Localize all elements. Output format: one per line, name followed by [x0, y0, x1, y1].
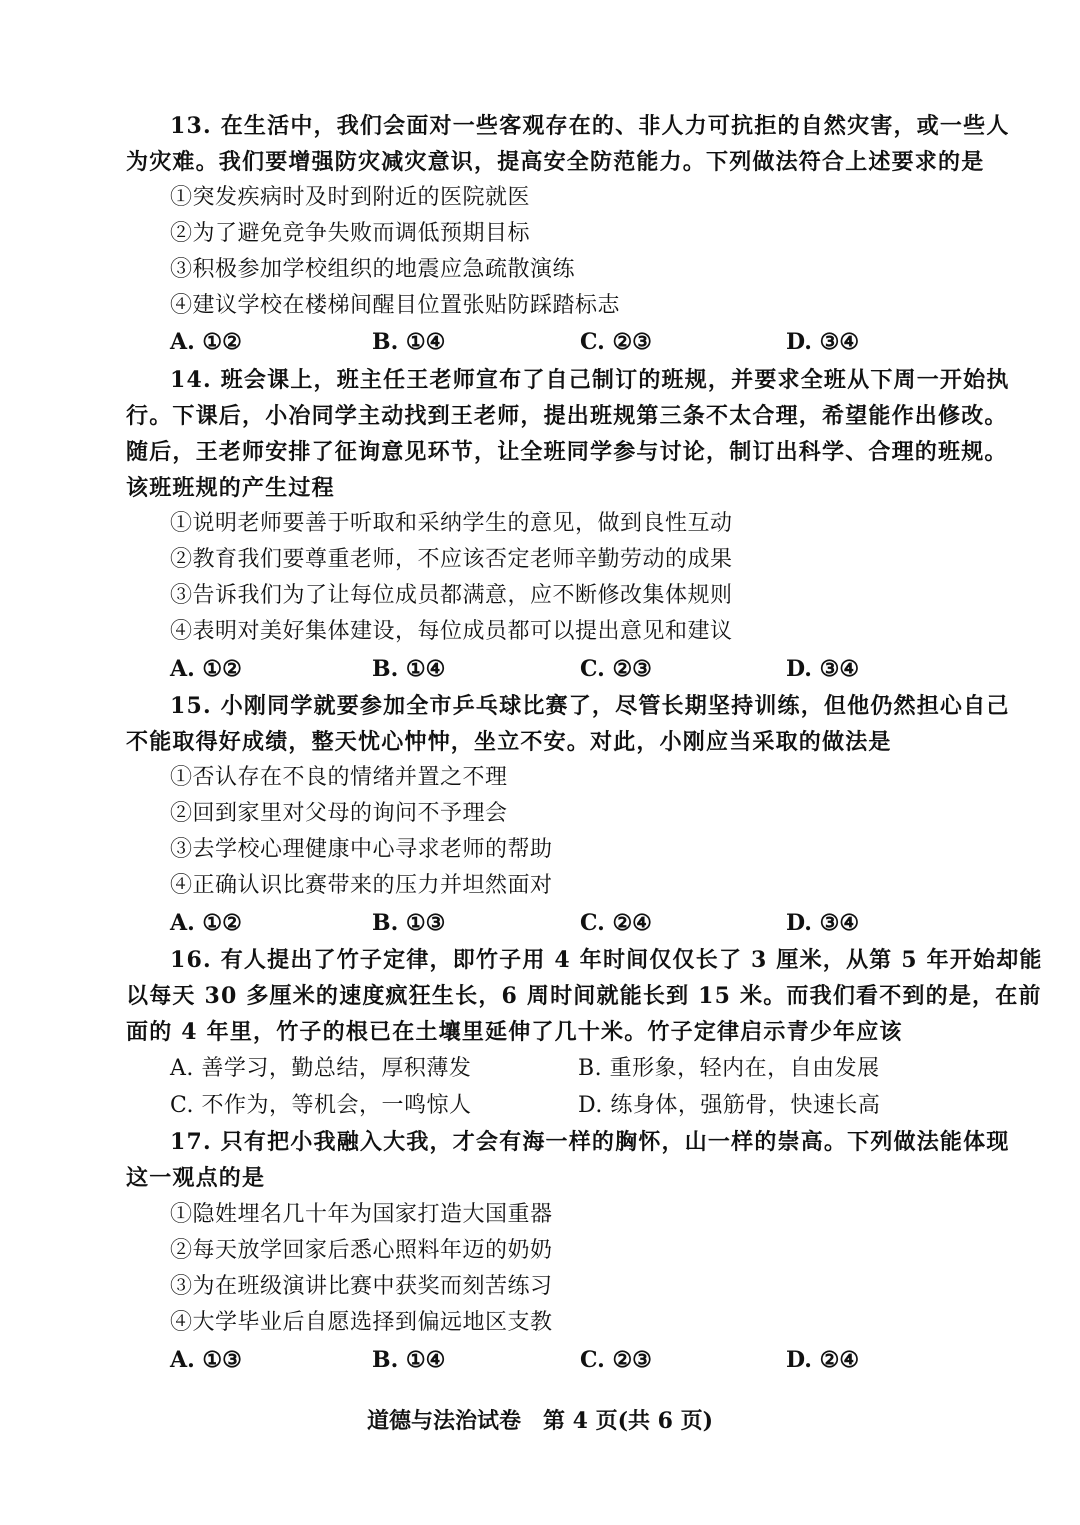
question-stem-line: 这一观点的是: [126, 1165, 266, 1191]
choice-c: C. ②③: [580, 329, 652, 355]
choice-d: D. ③④: [786, 910, 860, 936]
choice-d: D. ③④: [786, 656, 860, 682]
statement-item: ①否认存在不良的情绪并置之不理: [170, 765, 508, 790]
choice-a: A. ①②: [170, 910, 242, 936]
choice-d: D. ③④: [786, 329, 860, 355]
choice-b: B. ①④: [372, 329, 446, 355]
question-stem-line: 不能取得好成绩，整天忧心忡忡，坐立不安。对此，小刚应当采取的做法是: [126, 729, 892, 755]
question-stem-line: 该班班规的产生过程: [126, 475, 335, 501]
question-stem-line: 13. 在生活中，我们会面对一些客观存在的、非人力可抗拒的自然灾害，或一些人: [170, 113, 1010, 139]
statement-item: ④表明对美好集体建设，每位成员都可以提出意见和建议: [170, 619, 733, 644]
statement-item: ③去学校心理健康中心寻求老师的帮助: [170, 837, 553, 862]
choice-c: C. ②③: [580, 1347, 652, 1373]
statement-item: ③告诉我们为了让每位成员都满意，应不断修改集体规则: [170, 583, 733, 608]
statement-item: ①说明老师要善于听取和采纳学生的意见，做到良性互动: [170, 511, 733, 536]
page-footer: 道德与法治试卷 第 4 页(共 6 页): [366, 1408, 714, 1434]
question-stem-line: 随后，王老师安排了征询意见环节，让全班同学参与讨论，制订出科学、合理的班规。: [126, 439, 1008, 465]
question-stem-line: 为灾难。我们要增强防灾减灾意识，提高安全防范能力。下列做法符合上述要求的是: [126, 149, 985, 175]
statement-item: ④正确认识比赛带来的压力并坦然面对: [170, 873, 553, 898]
statement-item: ②教育我们要尊重老师，不应该否定老师辛勤劳动的成果: [170, 547, 733, 572]
question-stem-line: 15. 小刚同学就要参加全市乒乓球比赛了，尽管长期坚持训练，但他仍然担心自己: [170, 693, 1010, 719]
question-stem-line: 16. 有人提出了竹子定律，即竹子用 4 年时间仅仅长了 3 厘米，从第 5 年开始却能: [170, 947, 1043, 973]
statement-item: ③为在班级演讲比赛中获奖而刻苦练习: [170, 1274, 553, 1299]
choice-b: B. ①③: [372, 910, 446, 936]
statement-item: ②每天放学回家后悉心照料年迈的奶奶: [170, 1238, 553, 1263]
question-stem-line: 面的 4 年里，竹子的根已在土壤里延伸了几十米。竹子定律启示青少年应该: [126, 1019, 903, 1045]
choice-a: A. ①②: [170, 329, 242, 355]
choice-a: A. ①③: [170, 1347, 242, 1373]
statement-item: ②为了避免竞争失败而调低预期目标: [170, 221, 531, 246]
choice-a: A. 善学习，勤总结，厚积薄发: [170, 1056, 472, 1081]
choice-b: B. ①④: [372, 656, 446, 682]
choice-c: C. ②④: [580, 910, 652, 936]
choice-b: B. 重形象，轻内在，自由发展: [578, 1056, 880, 1081]
choice-d: D. ②④: [786, 1347, 860, 1373]
choice-d: D. 练身体，强筋骨，快速长高: [578, 1093, 881, 1118]
statement-item: ④大学毕业后自愿选择到偏远地区支教: [170, 1310, 553, 1335]
statement-item: ②回到家里对父母的询问不予理会: [170, 801, 508, 826]
statement-item: ①突发疾病时及时到附近的医院就医: [170, 185, 531, 210]
choice-c: C. 不作为，等机会，一鸣惊人: [170, 1093, 472, 1118]
statement-item: ①隐姓埋名几十年为国家打造大国重器: [170, 1202, 553, 1227]
choice-a: A. ①②: [170, 656, 242, 682]
question-stem-line: 行。下课后，小冶同学主动找到王老师，提出班规第三条不太合理，希望能作出修改。: [126, 403, 1008, 429]
statement-item: ③积极参加学校组织的地震应急疏散演练: [170, 257, 576, 282]
question-stem-line: 17. 只有把小我融入大我，才会有海一样的胸怀，山一样的崇高。下列做法能体现: [170, 1129, 1010, 1155]
question-stem-line: 以每天 30 多厘米的速度疯狂生长，6 周时间就能长到 15 米。而我们看不到的是，在前: [126, 983, 1042, 1009]
choice-c: C. ②③: [580, 656, 652, 682]
statement-item: ④建议学校在楼梯间醒目位置张贴防踩踏标志: [170, 293, 621, 318]
choice-b: B. ①④: [372, 1347, 446, 1373]
question-stem-line: 14. 班会课上，班主任王老师宣布了自己制订的班规，并要求全班从下周一开始执: [170, 367, 1010, 393]
